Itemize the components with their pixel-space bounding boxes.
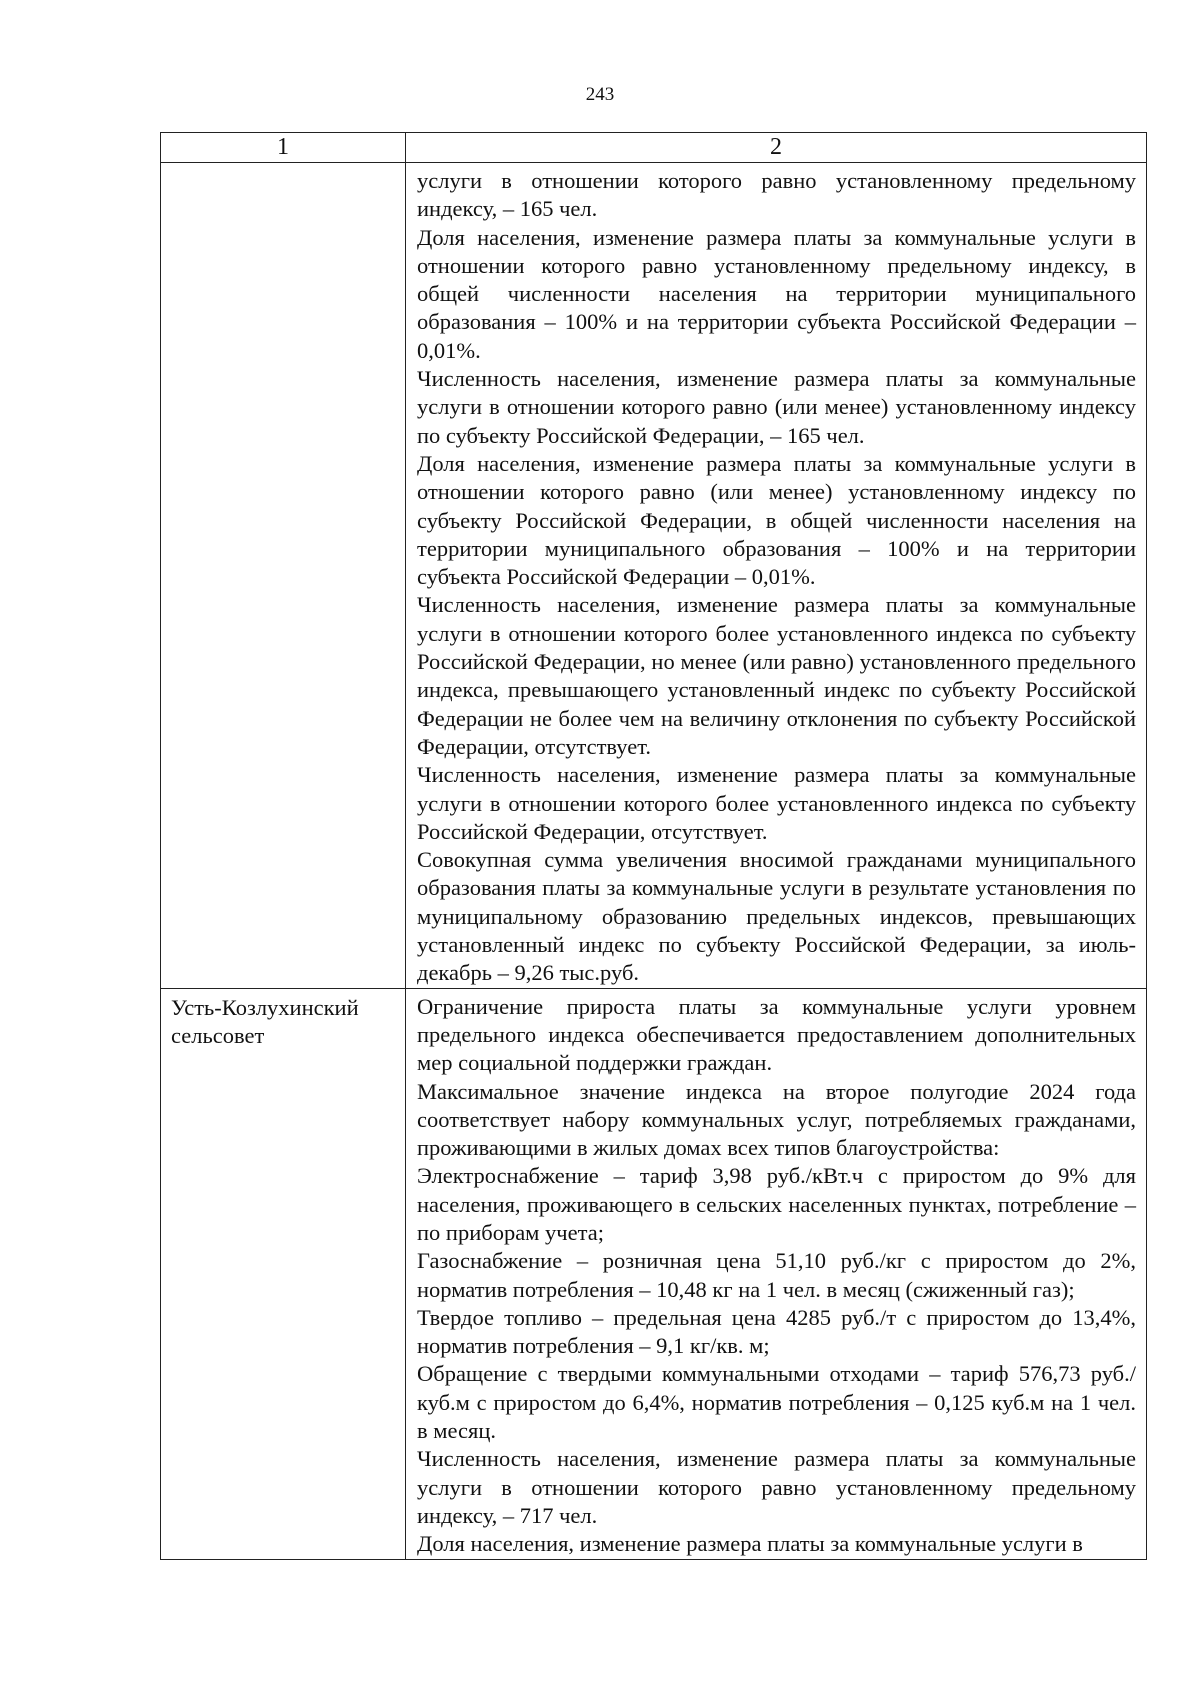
document-table <box>160 132 1147 1560</box>
paragraph: Максимальное значение индекса на второе полугодие 2024 года соответствует набору коммунальных услуг, потребляемых гражданами, проживающими в жилых домах всех типов благоустройства: <box>417 1078 1136 1161</box>
table-row <box>161 988 1147 1559</box>
paragraph: Совокупная сумма увеличения вносимой гражданами муниципального образования платы за коммунальные услуги в результате установления по муниципальному образованию предельных индексов, превышающих установленный индекс по субъекту Российской Федерации, за июль-декабрь – 9,26 тыс.руб. <box>417 847 1136 986</box>
paragraph: Твердое топливо – предельная цена 4285 руб./т с приростом до 13,4%, норматив потребления – 9,1 кг/кв. м; <box>417 1304 1136 1359</box>
paragraph: Доля населения, изменение размера платы за коммунальные услуги в отношении которого равно (или менее) установленному индексу по субъекту Российской Федерации, в общей численности населения на территории муниципального образования – 100% и на территории субъекта Российской Федерации – 0,01%. <box>417 450 1136 590</box>
paragraph: Электроснабжение – тариф 3,98 руб./кВт.ч с приростом до 9% для населения, проживающего в сельских населенных пунктах, потребление – по приборам учета; <box>417 1163 1136 1245</box>
paragraph: Численность населения, изменение размера платы за коммунальные услуги в отношении которого равно установленному предельному индексу, – 717 чел. <box>417 1446 1136 1528</box>
paragraph: Численность населения, изменение размера платы за коммунальные услуги в отношении которого более установленного индекса по субъекту Российской Федерации, но менее (или равно) установленного предельного индекса, превышающего установленный индекс по субъекту Российской Федерации не более чем на величину отклонения по субъекту Российской Федерации, отсутствует. <box>417 592 1136 759</box>
description-cell <box>406 988 1147 1559</box>
paragraph: Доля населения, изменение размера платы за коммунальные услуги в отношении которого равно установленному предельному индексу, в общей численности населения на территории муниципального образования – 100% и на территории субъекта Российской Федерации – 0,01%. <box>417 224 1136 363</box>
paragraph: Численность населения, изменение размера платы за коммунальные услуги в отношении которого более установленного индекса по субъекту Российской Федерации, отсутствует. <box>417 762 1136 844</box>
paragraph: Обращение с твердыми коммунальными отходами – тариф 576,73 руб./куб.м с приростом до 6,4%, норматив потребления – 0,125 куб.м на 1 чел. в месяц. <box>417 1361 1136 1444</box>
municipality-cell: Усть-Козлухинский сельсовет <box>161 988 406 1559</box>
column-header-1: 1 <box>161 133 406 163</box>
paragraph: Численность населения, изменение размера платы за коммунальные услуги в отношении которого равно (или менее) установленному индексу по субъекту Российской Федерации, – 165 чел. <box>417 366 1136 448</box>
paragraph: Газоснабжение – розничная цена 51,10 руб./кг с приростом до 2%, норматив потребления – 10,48 кг на 1 чел. в месяц (сжиженный газ); <box>417 1248 1136 1302</box>
paragraph: Ограничение прироста платы за коммунальные услуги уровнем предельного индекса обеспечивается предоставлением дополнительных мер социальной поддержки граждан. <box>417 993 1136 1076</box>
page-number: 243 <box>585 84 615 105</box>
column-header-2: 2 <box>406 133 1147 163</box>
paragraph: Доля населения, изменение размера платы за коммунальные услуги в <box>417 1531 1083 1557</box>
table-row <box>161 163 1147 989</box>
description-cell <box>406 163 1147 989</box>
paragraph: услуги в отношении которого равно установленному предельному индексу, – 165 чел. <box>417 168 1136 222</box>
table-header-row <box>161 133 1147 163</box>
municipality-cell <box>161 163 406 989</box>
